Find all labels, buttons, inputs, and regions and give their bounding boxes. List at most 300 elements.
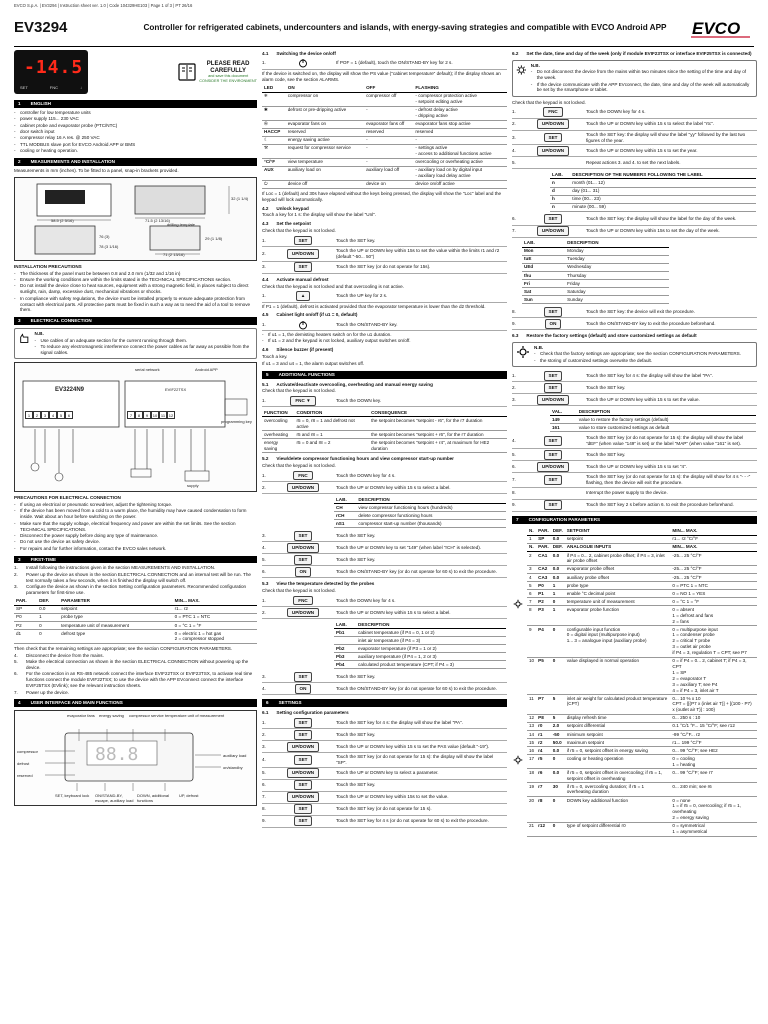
procedure-step: 4. SET Touch the SET key (or do not operate for 15 s): the display will show the label "dEF" (when value "149" is set) or the label "MAP" (when value "161" is set).: [512, 434, 757, 449]
procedure-step: 2. UP/DOWN Touch the UP or DOWN key within 15s to set the value within the limits r1 and r2 (default "-50... 50"): [262, 247, 507, 262]
programming-key-label: programming key: [221, 419, 252, 425]
power-icon: [298, 320, 308, 330]
table-row: energy saving r5 = 0 and r8 = 2 the setpoint becomes "setpoint + r4", at maximum for HE2 duration: [262, 439, 507, 453]
terminal: 7: [127, 411, 135, 419]
device-key-down: ↓: [79, 84, 82, 90]
precaution-item: - Do not install the device close to heat sources, equipment with a strong magnetic field, in places subject to direct sunlight, rain, damp, excessive dust, mechanical vibrations or shocks.: [14, 283, 257, 295]
table-row: ✱ defrost or pre-dripping active - - defrost delay active - dripping active: [262, 106, 507, 120]
fnc-key: FNC: [543, 107, 562, 117]
feature-item: - compressor relay 16 A res. @ 250 VAC: [14, 135, 257, 141]
table-row: inlet air temperature (if P4 = 3): [334, 637, 506, 645]
document-title: Controller for refrigerated cabinets, undercounters and islands, with energy-saving strategies and compatible with EVCO Android APP: [143, 22, 667, 32]
table-header-row: FUNCTION CONDITION CONSEQUENCE: [262, 409, 507, 417]
precaution-item: - For repairs and for further information, contact the EVCO sales network.: [14, 546, 257, 552]
set-key: SET: [544, 371, 563, 381]
section-4-6: 4.6 Silence buzzer (if present): [262, 347, 334, 352]
s41-paragraph: If the device is switched on, the display will show the PS value ("cabinet temperature" default); if the display shows an alarm code, see the section ALARMS.: [262, 70, 501, 82]
device-display: -14.5: [24, 57, 84, 78]
dim-label: 71.5 (2 13/16): [145, 217, 170, 223]
terminal: 4: [49, 411, 57, 419]
list-item: - If u1 = 1, the demisting heaters switch on for the u1 duration.: [262, 332, 507, 338]
table-row: 1 SP 0.0 setpoint r1... r2 °C/°F: [527, 535, 757, 543]
nb-title: N.B.: [534, 345, 544, 351]
please-read-line-3: and save this document: [208, 74, 249, 79]
ui-label: defrost: [17, 761, 30, 767]
procedure-step: 1. SET Touch the SET key for 4 s: the display will show the label "PA".: [512, 370, 757, 382]
loc-paragraph: If Loc = 1 (default) and 30s have elapsed without the keys being pressed, the display will show the "Loc" label and the keypad will lock automatically.: [262, 190, 502, 202]
table-subheader-row: N. PAR. DEF. ANALOGUE INPUTS MIN... MAX.: [527, 543, 757, 551]
procedure-step: 5. Repeat actions 3. and 4. to set the next labels.: [512, 157, 757, 169]
nb-box: [512, 342, 757, 367]
procedure-step: 1. If POF = 1 (default), touch the ON/STAND-BY key for 2 s.: [262, 58, 507, 70]
section-5-1: 5.1 Activate/deactivate overcooling, overheating and manual energy saving: [262, 381, 433, 387]
procedure-step: 9. SET Touch the SET key for 4 s (or do not operate for 60 s) to exit the procedure.: [262, 816, 507, 828]
terminal: 2: [33, 411, 41, 419]
set-key: SET: [294, 531, 313, 541]
precaution-item: - If the device has been moved from a cold to a warm place, the humidity may have caused condensation to form inside. Wait about an hour before switching on the power.: [14, 508, 257, 520]
set-key: SET: [294, 780, 313, 790]
section-4-3: 4.3 Set the setpoint: [262, 221, 311, 227]
table-row: 6 P1 1 enable °C decimal point 0 = NO 1 = YES: [527, 590, 757, 598]
up-down-key: UP/DOWN: [287, 792, 319, 802]
nb-item: - To reduce any electromagnetic interference connect the power cables as far away as possible from the signal cables.: [35, 344, 253, 356]
terminal: 10: [152, 413, 158, 419]
nb-item: - the storing of customized settings overwrite the default.: [534, 358, 741, 364]
hand-note-icon: [18, 331, 31, 345]
table-row: AUX auxiliary load on auxiliary load off - auxiliary load on by digital input - auxiliary load delay active: [262, 166, 507, 180]
measurements-intro: Measurements in mm (inches). To be fitted to a panel, snap-in brackets provided.: [14, 167, 179, 173]
procedure-step: 2. UP/DOWN Touch the UP or DOWN key within 15 s to select a label.: [262, 607, 507, 619]
procedure-step: 1. FNC ▼ Touch the DOWN key.: [262, 395, 507, 407]
table-row: overcooling r5 = 0, r8 = 1 and defrost not active the setpoint becomes "setpoint - r6", for the r7 duration: [262, 417, 507, 431]
procedure-step: 5. SET Touch the SET key.: [262, 554, 507, 566]
table-row: 11 P7 5 inlet air weight for calculated product temperature (CPT) 0... 10 % x 10 CPT = {[(P7 x (inlet air T)] + [(100 - P7) x (outlet air T)] : 100}: [527, 695, 757, 715]
table-row: Mon Monday: [522, 247, 669, 255]
nb-item: - Use cables of an adequate section for the current running through them.: [35, 338, 253, 344]
up-down-key: UP/DOWN: [287, 742, 319, 752]
please-read-text: [199, 61, 257, 83]
procedure-step: 2. UP/DOWN Touch the UP or DOWN key within 15 s to select a label.: [262, 482, 507, 494]
table-header-row: LAB. DESCRIPTION: [334, 621, 506, 629]
step-item: 3. Configure the device as shown in the section Setting configuration parameters. Recommended configuration parameters for first-time use.: [14, 584, 247, 595]
please-read-notice: [178, 61, 257, 83]
table-row: nS1 compressor start-up number (thousands): [334, 520, 506, 528]
set-key: SET: [544, 307, 563, 317]
table-row: ⚒ request for compressor service - - settings active - access to additional functions active: [262, 144, 507, 158]
procedure-step: 6. SET Touch the SET key: the display will show the label for the day of the week.: [512, 214, 757, 226]
probe-table: [334, 621, 506, 669]
table-row: ✇ evaporator fans on evaporator fans off evaporator fans stop active: [262, 120, 507, 128]
on-standby-key: ON: [295, 684, 312, 694]
ui-label: auxiliary load: [223, 753, 247, 759]
please-read-line-4: CONSIDER THE ENVIRONMENT: [199, 78, 257, 83]
feature-list: [14, 110, 257, 154]
device-key-fnc: FNC: [49, 84, 58, 90]
set-key: SET: [294, 816, 313, 826]
set-key: SET: [544, 500, 563, 510]
svg-text:EVCO: EVCO: [692, 19, 741, 38]
feature-item: - TTL MODBUS slave port for EVCO Android APP or BMS: [14, 142, 257, 148]
procedure-step: 3. SET Touch the SET key: the display will show the label "yy" followed by the last two figures of the year.: [512, 131, 757, 146]
table-row: SP 0.0 setpoint r1... r2: [14, 605, 257, 613]
section-5-3: 5.3 View the temperature detected by the probes: [262, 581, 375, 587]
procedure-step: 1. SET Touch the SET key.: [262, 235, 507, 247]
dim-label: 76 (3): [99, 233, 110, 239]
table-row: 16 r4 0.0 if r5 = 0, setpoint offset in energy saving 0... 99 °C/°F; see HE2: [527, 747, 757, 755]
ui-label: energy saving: [99, 713, 124, 719]
table-row: Sun Sunday: [522, 296, 669, 304]
ui-label: ON/STAND-BY, escape, auxiliary load: [95, 793, 134, 804]
s42-paragraph: Touch a key for 1 s: the display will show the label "Unl".: [262, 212, 377, 218]
terminal-block-left: [25, 411, 73, 419]
dim-label: 29 (1 1/8): [205, 235, 223, 241]
document-info-line: EVCO S.p.A. | EV3294 | Instruction sheet ver. 1.0 | Code 104329HE103 | Page 1 of 3 | PT 26/16: [14, 3, 193, 8]
procedure-step: 3. UP/DOWN Touch the UP or DOWN key within 15 s to set the value.: [512, 394, 757, 406]
nb-item: - Check that the factory settings are appropriate; see the section CONFIGURATION PARAMETERS.: [534, 351, 741, 357]
step-item: 6. For the connection in an RS-485 network connect the interface EVIF22TSX or EVIF23TSX, to activate real time functions connect the module EVIF22TSX; to use the device with the APP EVconnect connect the interface EVIF25TSX (EVlink); see the relevant instruction sheets.: [14, 671, 253, 689]
procedure-step: 2. UP/DOWN Touch the UP or DOWN key within 15 s to select the label "rtc".: [512, 119, 757, 131]
fnc-key: FNC: [293, 471, 312, 481]
device-image: [14, 50, 88, 94]
section-4-1: 4.1 Switching the device on/off: [262, 51, 336, 56]
precaution-item: - Ensure the working conditions are within the limits stated in the TECHNICAL SPECIFICATIONS section.: [14, 277, 257, 283]
terminal: 12: [168, 413, 174, 419]
up-down-key: UP/DOWN: [537, 395, 569, 405]
dim-label: 78 (3 1/16): [99, 243, 119, 249]
procedure-step: 4. SET Touch the SET key (or do not operate for 15 s): the display will show the label "SP".: [262, 753, 507, 768]
dim-label: 32 (1 1/4): [231, 195, 249, 201]
precaution-item: - If using an electrical or pneumatic screwdriver, adjust the tightening torque.: [14, 502, 257, 508]
table-row: ⏻ device off device on device on/off active: [262, 180, 507, 188]
procedure-step: 3. SET Touch the SET key (or do not operate for 15s).: [262, 262, 507, 274]
set-key: SET: [544, 214, 563, 224]
terminal: 6: [65, 411, 73, 419]
ui-label: compressor service: [129, 713, 164, 719]
section-measurements: 2 MEASUREMENTS AND INSTALLATION: [14, 158, 257, 166]
section-first-time: 3 FIRST-TIME: [14, 556, 257, 564]
terminal: 5: [57, 411, 65, 419]
table-row: d day (01... 31): [550, 187, 756, 195]
section-4-5: 4.5 Cabinet light on/off (if u1 = 0, default): [262, 312, 358, 318]
section-configuration-parameters: 7 CONFIGURATION PARAMETERS: [512, 516, 757, 524]
procedure-step: 3. SET Touch the SET key.: [262, 671, 507, 683]
table-row: rCH delete compressor functioning hours: [334, 512, 506, 520]
table-row: Fri Friday: [522, 280, 669, 288]
s46-paragraph: Touch a key.: [262, 353, 288, 359]
table-header-row: LED ON OFF FLASHING: [262, 85, 507, 93]
evco-logo: [686, 17, 754, 39]
s52-paragraph: Check that the keypad is not locked.: [262, 463, 336, 469]
table-row: Sat Saturday: [522, 288, 669, 296]
s53-paragraph: Check that the keypad is not locked.: [262, 588, 336, 594]
nb-title: N.B.: [530, 62, 540, 68]
procedure-step: 3. SET Touch the SET key.: [262, 530, 507, 542]
configuration-side-icons: [512, 526, 524, 839]
table-row: 12 P8 5 display refresh time 0... 250 s : 10: [527, 714, 757, 722]
s62-paragraph: Check that the keypad is not locked.: [512, 99, 586, 105]
table-row: P2 0 temperature unit of measurement 0 = °C 1 = °F: [14, 621, 257, 629]
controller-label: EV3224N9: [55, 387, 85, 394]
procedure-step: 5. UP/DOWN Touch the UP or DOWN key to select a parameter.: [262, 768, 507, 780]
table-row: 161 value to store customized settings as default: [550, 424, 756, 432]
table-row: 19 r7 30 if r5 = 0, overcooling duration; if r5 = 1 overheating duration 0... 240 min; see r6: [527, 783, 757, 797]
table-row: UEd Wednesday: [522, 263, 669, 271]
section-6-2: 6.2 Set the date, time and day of the week (only if module EVIF23TSX or interface EVIF25TSX is connected): [512, 51, 752, 56]
table-row: Pb1 cabinet temperature (if P4 = 0, 1 or 2): [334, 629, 506, 637]
precaution-item: - Disconnect the power supply before doing any type of maintenance.: [14, 533, 257, 539]
procedure-step: 1. ▲ Touch the UP key for 2 s.: [262, 291, 507, 303]
on-standby-key: ON: [545, 319, 562, 329]
table-row: 2 CA1 0.0 if P4 = 0... 2, cabinet probe offset; if P4 = 3, inlet air probe offset -25... 25 °C/°F: [527, 551, 757, 565]
led-table: [262, 85, 507, 189]
set-key: SET: [544, 383, 563, 393]
feature-item: - controller for low temperature units: [14, 110, 257, 116]
terminal: 11: [160, 413, 166, 419]
set-key: SET: [294, 672, 313, 682]
table-header-row: VAL. DESCRIPTION: [550, 408, 756, 416]
table-row: ☾ energy saving active - -: [262, 136, 507, 144]
wiring-diagram: [14, 362, 257, 492]
electrical-precautions-title: PRECAUTIONS FOR ELECTRICAL CONNECTION: [14, 495, 121, 501]
section-english: 1 ENGLISH: [14, 100, 257, 108]
precaution-item: - Make sure that the supply voltage, electrical frequency and power are within the set limits. See the section TECHNICAL SPECIFICATIONS.: [14, 521, 257, 533]
table-row: tuE Tuesday: [522, 255, 669, 263]
table-row: Pb4 calculated product temperature (CPT; if P4 = 3): [334, 661, 506, 669]
procedure-step: 1. SET Touch the SET key for 4 s: the display will show the label "PA".: [262, 717, 507, 729]
gear-icon: [516, 345, 530, 359]
set-key: SET: [294, 730, 313, 740]
up-down-key: UP/DOWN: [287, 768, 319, 778]
up-key: ▲: [296, 291, 311, 301]
column-2: [262, 48, 507, 1018]
book-icon: [178, 62, 196, 82]
svg-text:88.8: 88.8: [95, 744, 139, 766]
table-row: 4 CA3 0.0 auxiliary probe offset -25... 25 °C/°F: [527, 573, 757, 581]
gear-icon: [516, 63, 527, 77]
precaution-item: - The thickness of the panel must be between 0.8 and 2.0 mm (1/32 and 1/16 in): [14, 271, 257, 277]
section-6-1: 6.1 Setting configuration parameters: [262, 710, 349, 716]
nb-title: N.B.: [34, 331, 44, 337]
up-down-key: UP/DOWN: [287, 249, 319, 259]
procedure-step: 6. UP/DOWN Touch the UP or DOWN key within 15 s to set "4".: [512, 461, 757, 473]
ui-label: UP, defrost: [179, 793, 199, 799]
procedure-step: 8. Interrupt the power supply to the device.: [512, 488, 757, 500]
user-interface-diagram: [14, 710, 257, 806]
step-item: 4. Disconnect the device from the mains.: [14, 652, 104, 658]
nb-item: - Do not disconnect the device from the mains within two minutes since the setting of the time and day of the week.: [531, 69, 753, 81]
set-key: SET: [294, 236, 313, 246]
procedure-step: 7. SET Touch the SET key (or do not operate for 15 s): the display will show for 4 s "- - -" flashing, then the device will exit the procedure.: [512, 473, 757, 488]
section-user-interface: 4 USER INTERFACE AND MAIN FUNCTIONS: [14, 699, 257, 707]
configuration-block: [512, 526, 757, 839]
procedure-step: 2. SET Touch the SET key.: [512, 382, 757, 394]
section-4-4: 4.4 Activate manual defrost: [262, 276, 329, 282]
s46-paragraph-2: If u1 = 3 and u4 = 1, the alarm output switches off.: [262, 360, 365, 366]
up-down-key: UP/DOWN: [287, 543, 319, 553]
model-code: EV3294: [14, 19, 68, 37]
procedure-step: 1. FNC Touch the DOWN key for 4 s.: [262, 595, 507, 607]
interface-label: EVIF22TSX: [165, 387, 187, 393]
first-time-parameters-table: [14, 598, 257, 644]
procedure-step: 7. UP/DOWN Touch the UP or DOWN key within 15s to set the day of the week.: [512, 226, 757, 238]
fnc-key: FNC: [293, 596, 312, 606]
dimension-drawing: [14, 177, 257, 261]
dim-label: 58.5 (2 5/16): [51, 217, 74, 223]
procedure-step: 5. SET Touch the SET key.: [512, 449, 757, 461]
procedure-step: 3. UP/DOWN Touch the UP or DOWN key within 15 s to set the PAS value (default "-19").: [262, 741, 507, 753]
table-row: h time (00... 23): [550, 195, 756, 203]
terminal: 8: [135, 411, 143, 419]
table-row: n minute (00... 59): [550, 203, 756, 211]
table-row: 20 r8 0 DOWN key additional function 0 = none 1 = if r5 = 0, overcooling; if r5 = 1, overheating 2 = energy saving: [527, 796, 757, 822]
table-row: P0 1 probe type 0 = PTC 1 = NTC: [14, 613, 257, 621]
set-key: SET: [294, 555, 313, 565]
set-key: SET: [294, 755, 313, 765]
first-time-after: Then check that the remaining settings are appropriate; see the section CONFIGURATION PARAMETERS.: [14, 645, 233, 651]
table-row: °C/°F view temperature - overcooling or overheating active: [262, 158, 507, 166]
procedure-step: 4. UP/DOWN Touch the UP or DOWN key to set "149" (when label "rCH" is selected).: [262, 542, 507, 554]
ui-label: evaporator fans: [67, 713, 95, 719]
please-read-line-1: PLEASE READ: [206, 61, 250, 68]
gear-icon: [513, 599, 523, 609]
step-item: 5. Make the electrical connection as shown in the section ELECTRICAL CONNECTION without powering up the device.: [14, 659, 249, 671]
table-row: CH view compressor functioning hours (hundreds): [334, 504, 506, 512]
dim-label: 71 (2 13/16): [163, 251, 185, 257]
please-read-line-2: CAREFULLY: [210, 67, 247, 74]
drilling-template-label: drilling template: [167, 221, 196, 227]
terminal: 3: [41, 411, 49, 419]
electrical-precautions: [14, 502, 257, 552]
feature-item: - power supply 115... 230 VAC: [14, 116, 257, 122]
procedure-step: 6. ON Touch the ON/STAND-BY key (or do not operate for 60 s) to exit the procedure.: [262, 566, 507, 578]
wiring-diagram-svg: [15, 363, 256, 491]
set-key: SET: [544, 436, 563, 446]
up-down-key: UP/DOWN: [537, 226, 569, 236]
configuration-table-body: [527, 535, 757, 836]
section-settings: 6 SETTINGS: [262, 699, 507, 707]
procedure-step: 9. SET Touch the SET key 2 s before action 6. to exit the procedure beforehand.: [512, 500, 757, 512]
terminal: 1: [25, 411, 33, 419]
precaution-item: - In compliance with safety regulations, the device must be installed properly to ensure adequate protection from contact with electrical parts. All protective parts must be fixed in such a way as to need the aid of a tool to remove them.: [14, 296, 257, 314]
section-5-2: 5.2 View/delete compressor functioning hours and view compressor start-up number: [262, 456, 454, 462]
gear-icon: [513, 755, 523, 765]
feature-item: - cabinet probe and evaporator probe (PTC/NTC): [14, 123, 257, 129]
set-key: SET: [294, 718, 313, 728]
installation-precautions: [14, 271, 257, 314]
s44-paragraph: Check that the keypad is not locked and that overcooling is not active.: [262, 283, 404, 289]
document-header: [14, 11, 754, 45]
s43-paragraph: Check that the keypad is not locked.: [262, 228, 336, 234]
table-row: 149 value to restore the factory settings (default): [550, 416, 756, 424]
step-item: 1. Install following the instructions given in the section MEASUREMENTS AND INSTALLATION.: [14, 565, 216, 571]
first-time-steps: [14, 565, 257, 595]
procedure-step: 8. SET Touch the SET key (or do not operate for 15 s).: [262, 804, 507, 816]
set-key: SET: [544, 475, 563, 485]
table-row: ❄ compressor on compressor off - compressor protection active - setpoint editing active: [262, 92, 507, 106]
procedure-step: 8. SET Touch the SET key: the device will exit the procedure.: [512, 306, 757, 318]
s51-paragraph: Check that the keypad is not locked.: [262, 388, 336, 394]
configuration-parameters-table: [527, 528, 757, 837]
procedure-step: 4. ON Touch the ON/STAND-BY key (or do not operate for 60 s) to exit the procedure.: [262, 683, 507, 695]
up-down-key: UP/DOWN: [537, 462, 569, 472]
section-additional-functions: 5 ADDITIONAL FUNCTIONS: [262, 371, 507, 379]
step-item: 7. Power up the device.: [14, 689, 69, 695]
set-key: SET: [294, 262, 313, 272]
table-row: 17 r5 0 cooling or heating operation 0 = cooling 1 = heating: [527, 755, 757, 769]
section-6-3: 6.3 Restore the factory settings (default) and store customized settings as default: [512, 333, 697, 339]
value-table: [550, 408, 756, 432]
section-4-2: 4.2 Unlock keypad: [262, 205, 309, 211]
on-standby-key: ON: [295, 567, 312, 577]
procedure-step: 9. ON Touch the ON/STAND-BY key to exit the procedure beforehand.: [512, 318, 757, 330]
list-item: - If u1 = 2 and the keypad is not locked, auxiliary output switches on/off.: [262, 338, 507, 344]
procedure-step: 1. Touch the ON/STAND-BY key.: [262, 319, 507, 331]
procedure-step: 6. SET Touch the SET key.: [262, 780, 507, 792]
ui-label: temperature unit of measurement: [165, 713, 225, 719]
procedure-step: 1. FNC Touch the DOWN key for 4 s.: [262, 470, 507, 482]
set-key: SET: [294, 804, 313, 814]
table-row: d1 0 defrost type 0 = electric 1 = hot gas 2 = compressor stopped: [14, 630, 257, 644]
function-table: [262, 409, 507, 453]
table-row: Pb3 auxiliary temperature (if P4 = 1, 2 or 3): [334, 653, 506, 661]
table-row: 18 r6 0.0 if r5 = 0, setpoint offset in overcooling; if r5 = 1, setpoint offset in overheating 0... 99 °C/°F; see r7: [527, 769, 757, 783]
device-keys: [20, 85, 82, 90]
set-key: SET: [544, 450, 563, 460]
ui-label: on/standby: [223, 765, 243, 771]
table-row: 9 P4 0 configurable input function 0 = digital input (multipurpose input) 1... 3 = analogue input (auxiliary probe) 0 = multipurpose input 1 = condenser probe 2 = critical T probe 3 = outlet air probe if P4 = 3, regulation T = CPT; see P7: [527, 626, 757, 658]
ui-label: compressor: [17, 749, 38, 755]
nb-item: - If the device communicate with the APP EVconnect, the date, time and day of the week will automatically be set by the smartphone or tablet.: [531, 82, 753, 94]
table-header-row: LAB. DESCRIPTION: [334, 496, 506, 504]
precaution-item: - Do not use the device as safety device.: [14, 539, 257, 545]
feature-item: - cooling or heating operation.: [14, 148, 257, 154]
step-item: 2. Power up the device as shown in the section ELECTRICAL CONNECTION and an internal test will be run. The test normally takes a few seconds, when it is finished the display will switch off.: [14, 571, 251, 583]
day-label-table: [522, 240, 669, 305]
s44-paragraph-2: If P1 = 1 (default), defrost is activated provided that the evaporator temperature is lower than the d2 threshold.: [262, 303, 486, 309]
fnc-key: FNC ▼: [290, 396, 315, 406]
terminal: 9: [143, 411, 151, 419]
table-row: 14 r1 -50 minimum setpoint -99 °C/°F... r2: [527, 730, 757, 738]
device-key-set: SET: [20, 84, 28, 90]
terminal-block-right: [127, 411, 175, 419]
table-row: 21 r12 0 type of setpoint differential r0 0 = symmetrical 1 = asymmetrical: [527, 822, 757, 836]
table-row: 7 P2 0 temperature unit of measurement 0 = °C 1 = °F: [527, 598, 757, 606]
user-interface-svg: [15, 711, 256, 805]
nb-box: [512, 60, 757, 97]
android-app-label: Android APP: [195, 367, 218, 373]
installation-precautions-title: INSTALLATION PRECAUTIONS: [14, 263, 82, 269]
procedure-step: 4. UP/DOWN Touch the UP or DOWN key within 15 s to set the year.: [512, 145, 757, 157]
serial-network-label: serial network: [135, 367, 160, 373]
column-3: [512, 48, 757, 1018]
up-down-key: UP/DOWN: [287, 608, 319, 618]
up-down-key: UP/DOWN: [537, 119, 569, 129]
procedure-step: 2. SET Touch the SET key.: [262, 729, 507, 741]
procedure-step: 1. FNC Touch the DOWN key for 4 s.: [512, 107, 757, 119]
nb-box: [14, 328, 257, 359]
supply-label: supply: [187, 483, 199, 489]
table-header-row: LAB. DESCRIPTION: [522, 240, 669, 248]
ui-label: SET, keyboard lock: [55, 793, 90, 799]
set-key: SET: [544, 133, 563, 143]
up-down-key: UP/DOWN: [287, 483, 319, 493]
ui-label: reserved: [17, 773, 33, 779]
table-header-row: LAB. DESCRIPTION OF THE NUMBERS FOLLOWING THE LABEL: [550, 171, 756, 179]
table-row: 5 P0 1 probe type 0 = PTC 1 = NTC: [527, 582, 757, 590]
table-row: HACCP reserved reserved reserved: [262, 128, 507, 136]
first-time-steps-2: [14, 653, 257, 696]
up-down-key: UP/DOWN: [537, 146, 569, 156]
